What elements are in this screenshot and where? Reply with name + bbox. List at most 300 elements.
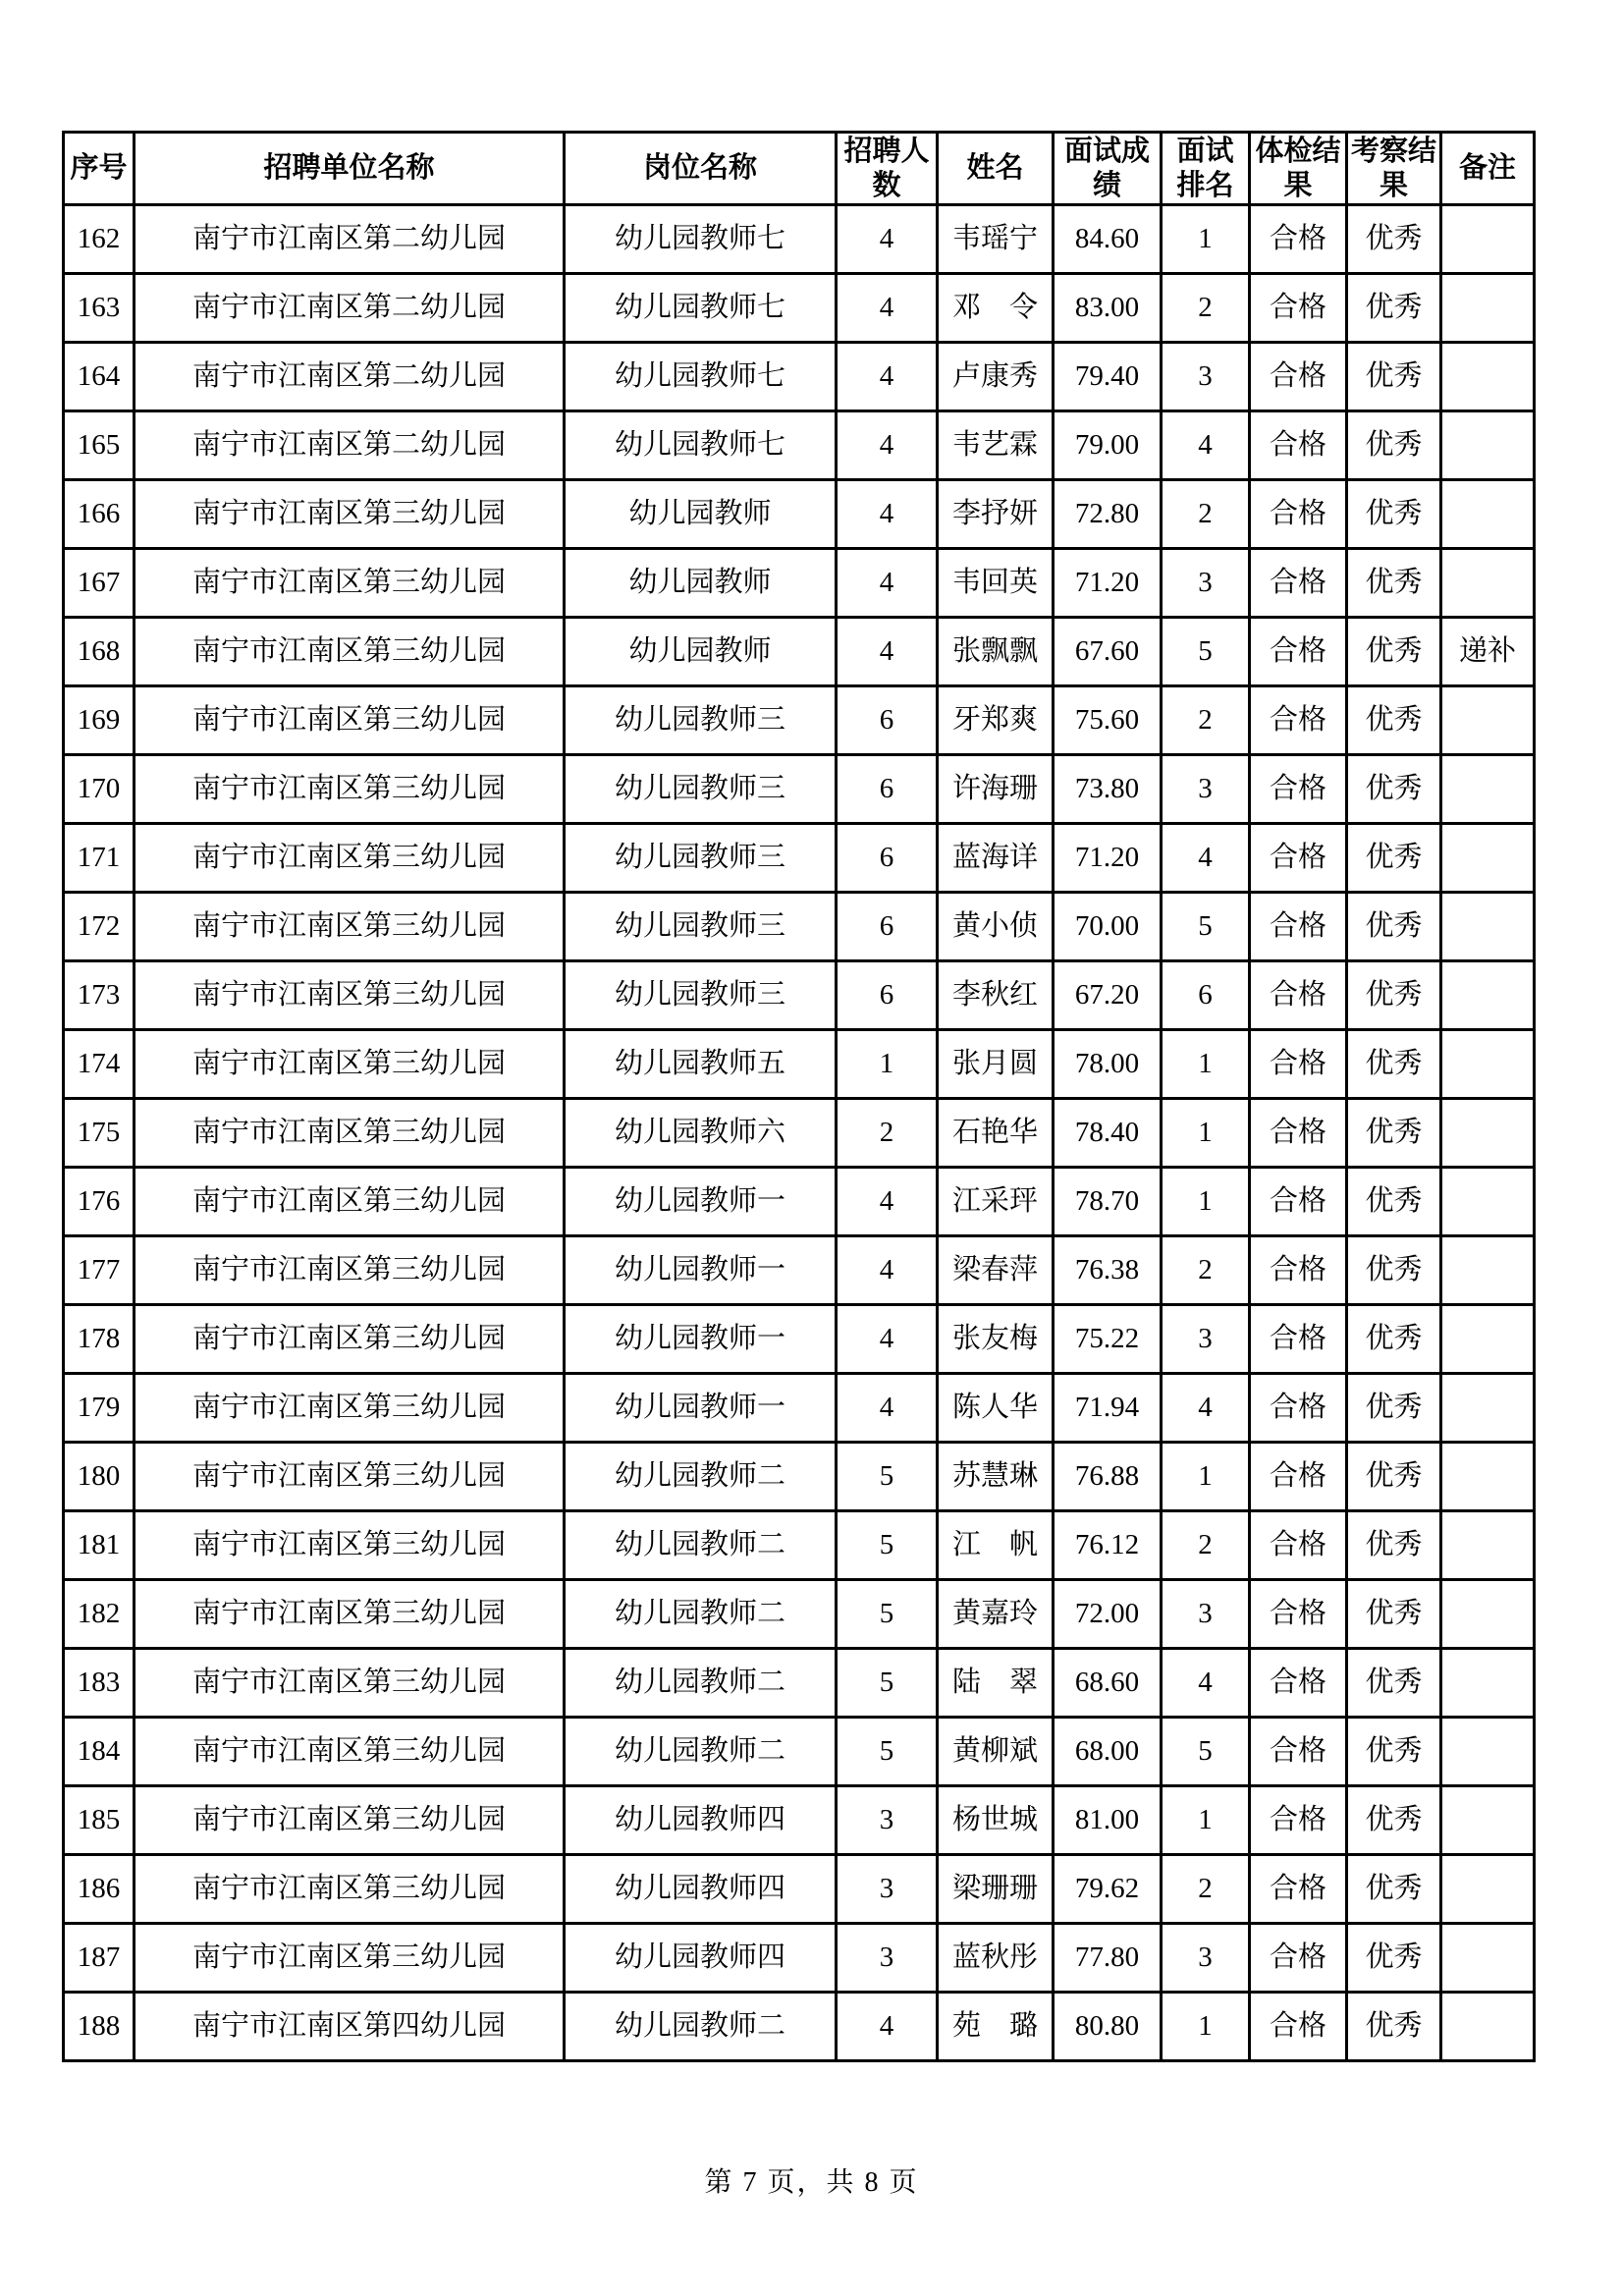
cell-unit: 南宁市江南区第四幼儿园: [135, 1993, 565, 2061]
cell-quota: 4: [837, 1993, 938, 2061]
cell-index: 184: [64, 1718, 135, 1786]
cell-remark: [1441, 893, 1535, 961]
table-row: [64, 1993, 1535, 2061]
cell-quota: 6: [837, 824, 938, 893]
header-physical-exam: 体检结果: [1250, 133, 1347, 205]
cell-unit: 南宁市江南区第三幼儿园: [135, 1924, 565, 1993]
cell-score: 79.62: [1054, 1855, 1162, 1924]
cell-index: 172: [64, 893, 135, 961]
cell-score: 79.40: [1054, 343, 1162, 411]
cell-remark: [1441, 1993, 1535, 2061]
cell-rank: 3: [1162, 1305, 1250, 1374]
cell-quota: 3: [837, 1786, 938, 1855]
cell-remark: [1441, 686, 1535, 755]
cell-name: 李抒妍: [938, 480, 1054, 549]
cell-score: 75.60: [1054, 686, 1162, 755]
cell-quota: 4: [837, 1374, 938, 1443]
cell-unit: 南宁市江南区第三幼儿园: [135, 549, 565, 618]
cell-name: 黄小侦: [938, 893, 1054, 961]
cell-position: 幼儿园教师七: [565, 343, 837, 411]
cell-remark: [1441, 1580, 1535, 1649]
cell-inspection: 优秀: [1347, 1030, 1441, 1099]
cell-remark: [1441, 1168, 1535, 1236]
cell-name: 蓝海详: [938, 824, 1054, 893]
cell-score: 76.88: [1054, 1443, 1162, 1511]
cell-quota: 3: [837, 1855, 938, 1924]
page-number-footer: 第 7 页，共 8 页: [704, 2167, 919, 2198]
cell-score: 67.20: [1054, 961, 1162, 1030]
cell-index: 169: [64, 686, 135, 755]
cell-score: 80.80: [1054, 1993, 1162, 2061]
cell-name: 石艳华: [938, 1099, 1054, 1168]
cell-physical-exam: 合格: [1250, 686, 1347, 755]
cell-rank: 4: [1162, 1649, 1250, 1718]
cell-index: 177: [64, 1236, 135, 1305]
table-row: [64, 1374, 1535, 1443]
cell-position: 幼儿园教师二: [565, 1718, 837, 1786]
cell-remark: [1441, 1374, 1535, 1443]
cell-name: 蓝秋彤: [938, 1924, 1054, 1993]
cell-score: 77.80: [1054, 1924, 1162, 1993]
table-row: [64, 1580, 1535, 1649]
cell-score: 76.38: [1054, 1236, 1162, 1305]
cell-index: 176: [64, 1168, 135, 1236]
cell-inspection: 优秀: [1347, 755, 1441, 824]
cell-physical-exam: 合格: [1250, 1030, 1347, 1099]
cell-score: 72.00: [1054, 1580, 1162, 1649]
cell-index: 175: [64, 1099, 135, 1168]
cell-position: 幼儿园教师二: [565, 1993, 837, 2061]
cell-rank: 1: [1162, 1993, 1250, 2061]
cell-rank: 2: [1162, 480, 1250, 549]
cell-inspection: 优秀: [1347, 686, 1441, 755]
cell-physical-exam: 合格: [1250, 824, 1347, 893]
cell-index: 182: [64, 1580, 135, 1649]
cell-inspection: 优秀: [1347, 205, 1441, 274]
cell-physical-exam: 合格: [1250, 755, 1347, 824]
table-row: [64, 893, 1535, 961]
cell-name: 杨世城: [938, 1786, 1054, 1855]
cell-position: 幼儿园教师二: [565, 1511, 837, 1580]
cell-name: 陈人华: [938, 1374, 1054, 1443]
cell-physical-exam: 合格: [1250, 1099, 1347, 1168]
table-header: [64, 133, 1535, 205]
cell-name: 梁珊珊: [938, 1855, 1054, 1924]
cell-remark: [1441, 1030, 1535, 1099]
cell-score: 78.00: [1054, 1030, 1162, 1099]
cell-index: 167: [64, 549, 135, 618]
cell-position: 幼儿园教师三: [565, 824, 837, 893]
cell-remark: [1441, 274, 1535, 343]
cell-physical-exam: 合格: [1250, 1718, 1347, 1786]
table-row: [64, 1855, 1535, 1924]
cell-rank: 3: [1162, 1580, 1250, 1649]
header-remark: 备注: [1441, 133, 1535, 205]
cell-rank: 4: [1162, 824, 1250, 893]
cell-score: 70.00: [1054, 893, 1162, 961]
table-row: [64, 343, 1535, 411]
cell-name: 苑 璐: [938, 1993, 1054, 2061]
cell-rank: 2: [1162, 1855, 1250, 1924]
cell-name: 韦瑶宁: [938, 205, 1054, 274]
cell-position: 幼儿园教师一: [565, 1374, 837, 1443]
table-row: [64, 549, 1535, 618]
header-unit: 招聘单位名称: [135, 133, 565, 205]
cell-physical-exam: 合格: [1250, 549, 1347, 618]
table-row: [64, 1236, 1535, 1305]
cell-name: 韦艺霖: [938, 411, 1054, 480]
cell-physical-exam: 合格: [1250, 274, 1347, 343]
cell-remark: [1441, 1443, 1535, 1511]
cell-inspection: 优秀: [1347, 1786, 1441, 1855]
cell-score: 67.60: [1054, 618, 1162, 686]
cell-rank: 4: [1162, 411, 1250, 480]
cell-name: 黄柳斌: [938, 1718, 1054, 1786]
cell-rank: 2: [1162, 1511, 1250, 1580]
cell-physical-exam: 合格: [1250, 1443, 1347, 1511]
cell-unit: 南宁市江南区第二幼儿园: [135, 274, 565, 343]
cell-physical-exam: 合格: [1250, 618, 1347, 686]
cell-score: 75.22: [1054, 1305, 1162, 1374]
cell-rank: 1: [1162, 205, 1250, 274]
cell-inspection: 优秀: [1347, 1649, 1441, 1718]
cell-inspection: 优秀: [1347, 1168, 1441, 1236]
cell-physical-exam: 合格: [1250, 1924, 1347, 1993]
cell-quota: 4: [837, 274, 938, 343]
cell-score: 71.94: [1054, 1374, 1162, 1443]
results-table: [62, 131, 1536, 2062]
table-row: [64, 618, 1535, 686]
cell-unit: 南宁市江南区第三幼儿园: [135, 1374, 565, 1443]
cell-name: 梁春萍: [938, 1236, 1054, 1305]
cell-position: 幼儿园教师六: [565, 1099, 837, 1168]
cell-quota: 6: [837, 755, 938, 824]
cell-name: 许海珊: [938, 755, 1054, 824]
cell-inspection: 优秀: [1347, 893, 1441, 961]
header-rank: 面试排名: [1162, 133, 1250, 205]
cell-inspection: 优秀: [1347, 411, 1441, 480]
cell-rank: 3: [1162, 549, 1250, 618]
cell-score: 84.60: [1054, 205, 1162, 274]
cell-physical-exam: 合格: [1250, 1511, 1347, 1580]
cell-rank: 3: [1162, 1924, 1250, 1993]
cell-physical-exam: 合格: [1250, 480, 1347, 549]
cell-inspection: 优秀: [1347, 961, 1441, 1030]
cell-physical-exam: 合格: [1250, 1168, 1347, 1236]
cell-unit: 南宁市江南区第三幼儿园: [135, 1443, 565, 1511]
cell-quota: 5: [837, 1511, 938, 1580]
cell-unit: 南宁市江南区第三幼儿园: [135, 1855, 565, 1924]
cell-position: 幼儿园教师一: [565, 1305, 837, 1374]
cell-remark: [1441, 205, 1535, 274]
table-row: [64, 205, 1535, 274]
cell-unit: 南宁市江南区第二幼儿园: [135, 343, 565, 411]
cell-index: 173: [64, 961, 135, 1030]
cell-remark: [1441, 411, 1535, 480]
table-row: [64, 755, 1535, 824]
cell-score: 72.80: [1054, 480, 1162, 549]
cell-name: 张月圆: [938, 1030, 1054, 1099]
cell-unit: 南宁市江南区第三幼儿园: [135, 1580, 565, 1649]
cell-unit: 南宁市江南区第三幼儿园: [135, 618, 565, 686]
cell-name: 苏慧琳: [938, 1443, 1054, 1511]
cell-inspection: 优秀: [1347, 1580, 1441, 1649]
cell-index: 179: [64, 1374, 135, 1443]
cell-unit: 南宁市江南区第三幼儿园: [135, 1168, 565, 1236]
cell-position: 幼儿园教师二: [565, 1649, 837, 1718]
header-inspection: 考察结果: [1347, 133, 1441, 205]
cell-remark: [1441, 1511, 1535, 1580]
cell-rank: 3: [1162, 755, 1250, 824]
cell-position: 幼儿园教师四: [565, 1924, 837, 1993]
cell-quota: 4: [837, 1168, 938, 1236]
cell-remark: [1441, 1924, 1535, 1993]
cell-name: 李秋红: [938, 961, 1054, 1030]
cell-position: 幼儿园教师四: [565, 1786, 837, 1855]
cell-score: 76.12: [1054, 1511, 1162, 1580]
cell-position: 幼儿园教师二: [565, 1443, 837, 1511]
cell-index: 186: [64, 1855, 135, 1924]
cell-position: 幼儿园教师三: [565, 686, 837, 755]
cell-inspection: 优秀: [1347, 480, 1441, 549]
cell-quota: 5: [837, 1718, 938, 1786]
cell-inspection: 优秀: [1347, 1855, 1441, 1924]
cell-physical-exam: 合格: [1250, 1855, 1347, 1924]
cell-physical-exam: 合格: [1250, 961, 1347, 1030]
cell-remark: [1441, 1786, 1535, 1855]
cell-remark: 递补: [1441, 618, 1535, 686]
cell-inspection: 优秀: [1347, 549, 1441, 618]
table-row: [64, 1649, 1535, 1718]
cell-name: 江采玶: [938, 1168, 1054, 1236]
cell-physical-exam: 合格: [1250, 1786, 1347, 1855]
cell-inspection: 优秀: [1347, 274, 1441, 343]
cell-index: 181: [64, 1511, 135, 1580]
cell-index: 166: [64, 480, 135, 549]
cell-inspection: 优秀: [1347, 824, 1441, 893]
cell-score: 71.20: [1054, 549, 1162, 618]
cell-inspection: 优秀: [1347, 1718, 1441, 1786]
cell-index: 178: [64, 1305, 135, 1374]
cell-index: 170: [64, 755, 135, 824]
cell-rank: 2: [1162, 1236, 1250, 1305]
header-index: 序号: [64, 133, 135, 205]
cell-inspection: 优秀: [1347, 1924, 1441, 1993]
cell-physical-exam: 合格: [1250, 1649, 1347, 1718]
cell-remark: [1441, 1649, 1535, 1718]
cell-remark: [1441, 824, 1535, 893]
cell-name: 牙郑爽: [938, 686, 1054, 755]
cell-index: 185: [64, 1786, 135, 1855]
cell-unit: 南宁市江南区第三幼儿园: [135, 893, 565, 961]
cell-quota: 4: [837, 549, 938, 618]
cell-unit: 南宁市江南区第三幼儿园: [135, 686, 565, 755]
cell-rank: 2: [1162, 686, 1250, 755]
cell-quota: 4: [837, 618, 938, 686]
cell-rank: 3: [1162, 343, 1250, 411]
cell-position: 幼儿园教师五: [565, 1030, 837, 1099]
cell-position: 幼儿园教师一: [565, 1168, 837, 1236]
cell-inspection: 优秀: [1347, 1993, 1441, 2061]
cell-remark: [1441, 343, 1535, 411]
cell-remark: [1441, 549, 1535, 618]
cell-unit: 南宁市江南区第三幼儿园: [135, 1099, 565, 1168]
table-row: [64, 824, 1535, 893]
cell-physical-exam: 合格: [1250, 1580, 1347, 1649]
cell-quota: 4: [837, 1236, 938, 1305]
cell-unit: 南宁市江南区第三幼儿园: [135, 1786, 565, 1855]
cell-inspection: 优秀: [1347, 1236, 1441, 1305]
cell-index: 168: [64, 618, 135, 686]
header-position: 岗位名称: [565, 133, 837, 205]
cell-inspection: 优秀: [1347, 618, 1441, 686]
cell-quota: 4: [837, 411, 938, 480]
cell-rank: 1: [1162, 1099, 1250, 1168]
cell-inspection: 优秀: [1347, 1305, 1441, 1374]
cell-quota: 6: [837, 686, 938, 755]
cell-remark: [1441, 480, 1535, 549]
cell-score: 68.60: [1054, 1649, 1162, 1718]
table-row: [64, 1443, 1535, 1511]
cell-inspection: 优秀: [1347, 1511, 1441, 1580]
cell-index: 165: [64, 411, 135, 480]
cell-physical-exam: 合格: [1250, 893, 1347, 961]
cell-inspection: 优秀: [1347, 1443, 1441, 1511]
cell-position: 幼儿园教师三: [565, 961, 837, 1030]
cell-quota: 4: [837, 343, 938, 411]
cell-quota: 6: [837, 961, 938, 1030]
cell-rank: 1: [1162, 1168, 1250, 1236]
cell-unit: 南宁市江南区第三幼儿园: [135, 1236, 565, 1305]
cell-position: 幼儿园教师七: [565, 205, 837, 274]
cell-position: 幼儿园教师: [565, 549, 837, 618]
cell-quota: 4: [837, 480, 938, 549]
table-row: [64, 274, 1535, 343]
cell-physical-exam: 合格: [1250, 1993, 1347, 2061]
cell-remark: [1441, 1305, 1535, 1374]
cell-name: 韦回英: [938, 549, 1054, 618]
table-row: [64, 961, 1535, 1030]
cell-unit: 南宁市江南区第二幼儿园: [135, 205, 565, 274]
cell-remark: [1441, 1236, 1535, 1305]
cell-index: 163: [64, 274, 135, 343]
cell-index: 174: [64, 1030, 135, 1099]
cell-unit: 南宁市江南区第三幼儿园: [135, 961, 565, 1030]
cell-rank: 5: [1162, 618, 1250, 686]
cell-score: 83.00: [1054, 274, 1162, 343]
table-row: [64, 1924, 1535, 1993]
cell-rank: 5: [1162, 893, 1250, 961]
table-row: [64, 1099, 1535, 1168]
cell-position: 幼儿园教师: [565, 480, 837, 549]
cell-name: 卢康秀: [938, 343, 1054, 411]
cell-index: 171: [64, 824, 135, 893]
cell-rank: 6: [1162, 961, 1250, 1030]
cell-remark: [1441, 1855, 1535, 1924]
cell-quota: 1: [837, 1030, 938, 1099]
cell-inspection: 优秀: [1347, 343, 1441, 411]
cell-unit: 南宁市江南区第三幼儿园: [135, 1511, 565, 1580]
table-body: [64, 205, 1535, 2061]
cell-index: 187: [64, 1924, 135, 1993]
cell-index: 183: [64, 1649, 135, 1718]
cell-name: 张友梅: [938, 1305, 1054, 1374]
cell-index: 180: [64, 1443, 135, 1511]
cell-position: 幼儿园教师七: [565, 411, 837, 480]
cell-rank: 1: [1162, 1443, 1250, 1511]
cell-quota: 5: [837, 1649, 938, 1718]
cell-rank: 5: [1162, 1718, 1250, 1786]
cell-rank: 2: [1162, 274, 1250, 343]
header-score: 面试成绩: [1054, 133, 1162, 205]
cell-name: 张飘飘: [938, 618, 1054, 686]
cell-quota: 3: [837, 1924, 938, 1993]
cell-quota: 4: [837, 205, 938, 274]
cell-unit: 南宁市江南区第三幼儿园: [135, 824, 565, 893]
table-row: [64, 1786, 1535, 1855]
cell-rank: 1: [1162, 1030, 1250, 1099]
cell-index: 188: [64, 1993, 135, 2061]
cell-score: 78.40: [1054, 1099, 1162, 1168]
cell-rank: 1: [1162, 1786, 1250, 1855]
cell-score: 78.70: [1054, 1168, 1162, 1236]
cell-position: 幼儿园教师四: [565, 1855, 837, 1924]
cell-quota: 5: [837, 1580, 938, 1649]
cell-index: 164: [64, 343, 135, 411]
cell-score: 68.00: [1054, 1718, 1162, 1786]
table-row: [64, 1030, 1535, 1099]
cell-score: 81.00: [1054, 1786, 1162, 1855]
cell-position: 幼儿园教师二: [565, 1580, 837, 1649]
cell-quota: 2: [837, 1099, 938, 1168]
cell-physical-exam: 合格: [1250, 1305, 1347, 1374]
cell-position: 幼儿园教师七: [565, 274, 837, 343]
cell-name: 江 帆: [938, 1511, 1054, 1580]
cell-remark: [1441, 755, 1535, 824]
cell-name: 陆 翠: [938, 1649, 1054, 1718]
table-row: [64, 686, 1535, 755]
header-quota: 招聘人数: [837, 133, 938, 205]
cell-remark: [1441, 961, 1535, 1030]
header-name: 姓名: [938, 133, 1054, 205]
cell-unit: 南宁市江南区第三幼儿园: [135, 1649, 565, 1718]
cell-position: 幼儿园教师一: [565, 1236, 837, 1305]
table-row: [64, 1168, 1535, 1236]
cell-position: 幼儿园教师三: [565, 755, 837, 824]
cell-score: 73.80: [1054, 755, 1162, 824]
cell-score: 79.00: [1054, 411, 1162, 480]
cell-position: 幼儿园教师三: [565, 893, 837, 961]
table-row: [64, 411, 1535, 480]
cell-remark: [1441, 1099, 1535, 1168]
cell-quota: 6: [837, 893, 938, 961]
cell-index: 162: [64, 205, 135, 274]
cell-unit: 南宁市江南区第二幼儿园: [135, 411, 565, 480]
cell-name: 黄嘉玲: [938, 1580, 1054, 1649]
cell-name: 邓 令: [938, 274, 1054, 343]
cell-unit: 南宁市江南区第三幼儿园: [135, 1305, 565, 1374]
table-row: [64, 1718, 1535, 1786]
cell-quota: 4: [837, 1305, 938, 1374]
table-row: [64, 480, 1535, 549]
table-row: [64, 1305, 1535, 1374]
cell-unit: 南宁市江南区第三幼儿园: [135, 755, 565, 824]
cell-physical-exam: 合格: [1250, 343, 1347, 411]
cell-score: 71.20: [1054, 824, 1162, 893]
cell-inspection: 优秀: [1347, 1374, 1441, 1443]
cell-quota: 5: [837, 1443, 938, 1511]
cell-unit: 南宁市江南区第三幼儿园: [135, 480, 565, 549]
